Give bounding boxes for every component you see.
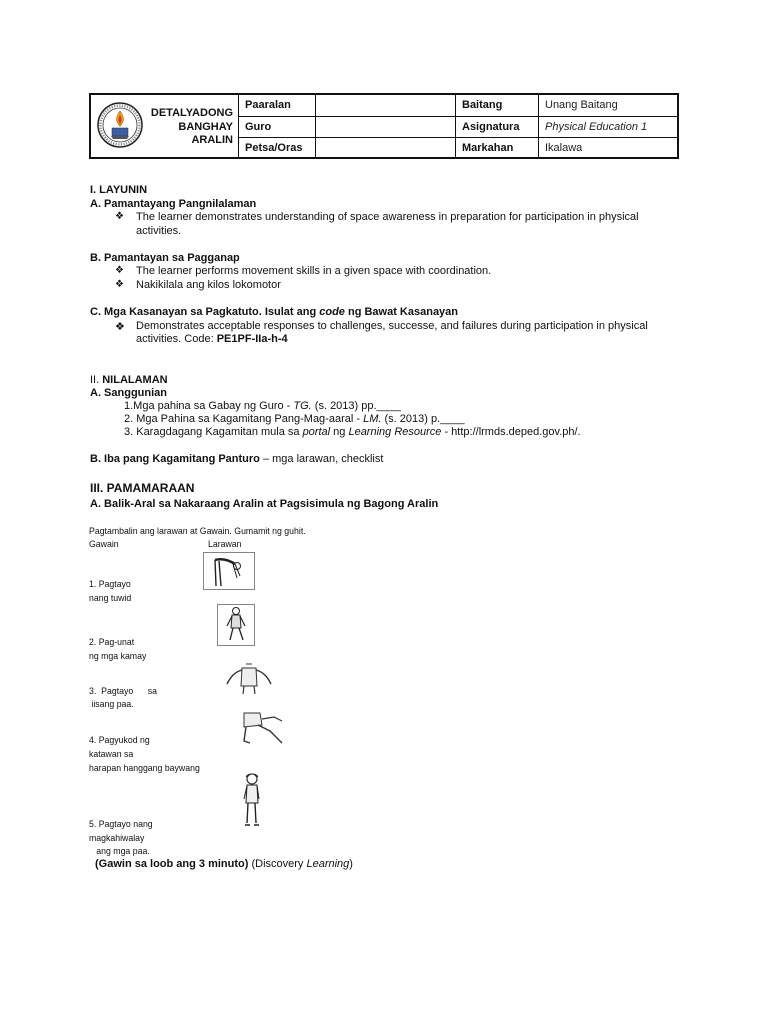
section-nilalaman-heading: [90, 374, 168, 387]
column-larawan: Larawan: [208, 539, 242, 550]
layunin-c-item-code: PE1PF-IIa-h-4: [216, 333, 288, 345]
nilalaman-a-heading: A. Sanggunian: [90, 387, 167, 399]
layunin-c-heading: [90, 306, 458, 319]
nilalaman-b-heading: B. Iba pang Kagamitang Panturo: [90, 453, 260, 465]
standing-figure-picture: [217, 604, 255, 646]
value-baitang: Unang Baitang: [545, 99, 618, 111]
ref-1-italic: TG.: [293, 400, 312, 412]
label-markahan: Markahan: [456, 138, 539, 157]
ref-2-pre: 2. Mga Pahina sa Kagamitang Pang-Mag-aaral -: [124, 413, 364, 425]
label-guro: Guro: [239, 117, 316, 137]
value-petsa-oras: [316, 138, 456, 157]
matching-instruction: Pagtambalin ang larawan at Gawain. Gumamit ng guhit.: [89, 526, 306, 537]
layunin-b-heading: B. Pamantayan sa Pagganap: [90, 252, 240, 264]
layunin-b-item-1: The learner performs movement skills in a given space with coordination.: [136, 265, 492, 277]
layunin-c-item-line2: [136, 333, 288, 346]
time-instruction-bold: (Gawin sa loob ang 3 minuto): [95, 858, 249, 870]
pamamaraan-a-heading: A. Balik-Aral sa Nakaraang Aralin at Pagsisimula ng Bagong Aralin: [90, 498, 439, 510]
one-leg-figure-picture: [236, 709, 286, 747]
title-line-3: ARALIN: [191, 134, 233, 146]
activity-2-line1: 2. Pag-unat: [89, 637, 135, 648]
title-line-1: DETALYADONG: [150, 107, 233, 119]
feet-apart-figure-picture: [235, 771, 267, 829]
label-baitang: Baitang: [456, 95, 539, 116]
ref-3-pre: 3. Karagdagang Kagamitan mula sa: [124, 426, 303, 438]
diamond-bullet-icon: ❖: [115, 279, 124, 290]
arms-stretch-figure-picture: [224, 660, 274, 696]
header-row-guro: [239, 116, 677, 137]
title-line-2: BANGHAY: [178, 120, 233, 133]
nilalaman-heading-text: NILALAMAN: [102, 374, 168, 386]
header-row-paaralan: [239, 95, 677, 116]
activity-1-line1: 1. Pagtayo: [89, 579, 131, 590]
nilalaman-ref-3: [124, 426, 581, 439]
layunin-a-heading: A. Pamantayang Pangnilalaman: [90, 198, 257, 210]
activity-1-line2: nang tuwid: [89, 593, 132, 604]
nilalaman-heading-num: II.: [90, 374, 103, 386]
ref-1-post: (s. 2013) pp.____: [311, 400, 402, 412]
layunin-c-item-line1: Demonstrates acceptable responses to challenges, successe, and failures during participation in physical: [136, 320, 648, 332]
header-table: [89, 93, 679, 159]
activity-4-line2: katawan sa: [89, 749, 134, 760]
header-row-petsa: [239, 137, 677, 157]
ref-3-post: - http://lrmds.deped.gov.ph/.: [441, 426, 581, 438]
activity-2-line2: ng mga kamay: [89, 651, 147, 662]
header-grid: [239, 95, 677, 157]
ref-3-italic-2: Learning Resource: [348, 426, 442, 438]
layunin-c-item-line2-pre: activities. Code:: [136, 333, 217, 345]
diamond-bullet-icon: ❖: [115, 321, 125, 333]
time-instruction-italic: Learning: [306, 858, 350, 870]
time-instruction-pre: (Discovery: [248, 858, 307, 870]
column-gawain: Gawain: [89, 539, 119, 550]
layunin-a-item-line2: activities.: [136, 225, 182, 237]
section-pamamaraan-heading: III. PAMAMARAAN: [90, 481, 195, 495]
activity-5-line1: 5. Pagtayo nang: [89, 819, 153, 830]
layunin-b-item-2: Nakikilala ang kilos lokomotor: [136, 279, 281, 291]
activity-3-line2: iisang paa.: [89, 699, 134, 710]
layunin-a-item-line1: The learner demonstrates understanding of space awareness in preparation for participation in physical: [136, 211, 639, 223]
activity-4-line1: 4. Pagyukod ng: [89, 735, 150, 746]
ref-2-italic: LM.: [363, 413, 382, 425]
layunin-c-heading-post: ng Bawat Kasanayan: [344, 306, 459, 318]
value-paaralan: [316, 95, 456, 116]
diamond-bullet-icon: ❖: [115, 211, 124, 222]
ref-3-italic-1: portal: [302, 426, 331, 438]
activity-5-line2: magkahiwalay: [89, 833, 145, 844]
value-guro: [316, 117, 456, 137]
section-layunin-heading: I. LAYUNIN: [90, 184, 148, 196]
nilalaman-b-line: [90, 453, 383, 466]
document-title: [133, 107, 233, 148]
nilalaman-ref-1: [124, 400, 401, 413]
layunin-c-heading-code: code: [319, 306, 345, 318]
nilalaman-b-text: – mga larawan, checklist: [259, 453, 384, 465]
diamond-bullet-icon: ❖: [115, 265, 124, 276]
value-markahan: Ikalawa: [545, 142, 583, 154]
activity-4-line3: harapan hanggang baywang: [89, 763, 200, 774]
nilalaman-ref-2: [124, 413, 465, 426]
ref-3-mid: ng: [330, 426, 349, 438]
bending-figure-picture: [203, 552, 255, 590]
ref-2-post: (s. 2013) p.____: [381, 413, 465, 425]
ref-1-pre: 1.Mga pahina sa Gabay ng Guro -: [124, 400, 294, 412]
activity-3-line1: 3. Pagtayo sa: [89, 686, 158, 697]
value-asignatura: Physical Education 1: [545, 121, 648, 133]
label-petsa-oras: Petsa/Oras: [239, 138, 316, 157]
label-asignatura: Asignatura: [456, 117, 539, 137]
time-instruction-post: ): [349, 858, 353, 870]
time-instruction: [95, 858, 353, 871]
title-cell: [91, 95, 239, 157]
label-paaralan: Paaralan: [239, 95, 316, 116]
layunin-c-heading-pre: C. Mga Kasanayan sa Pagkatuto. Isulat ang: [90, 306, 320, 318]
activity-5-line3: ang mga paa.: [89, 846, 150, 857]
